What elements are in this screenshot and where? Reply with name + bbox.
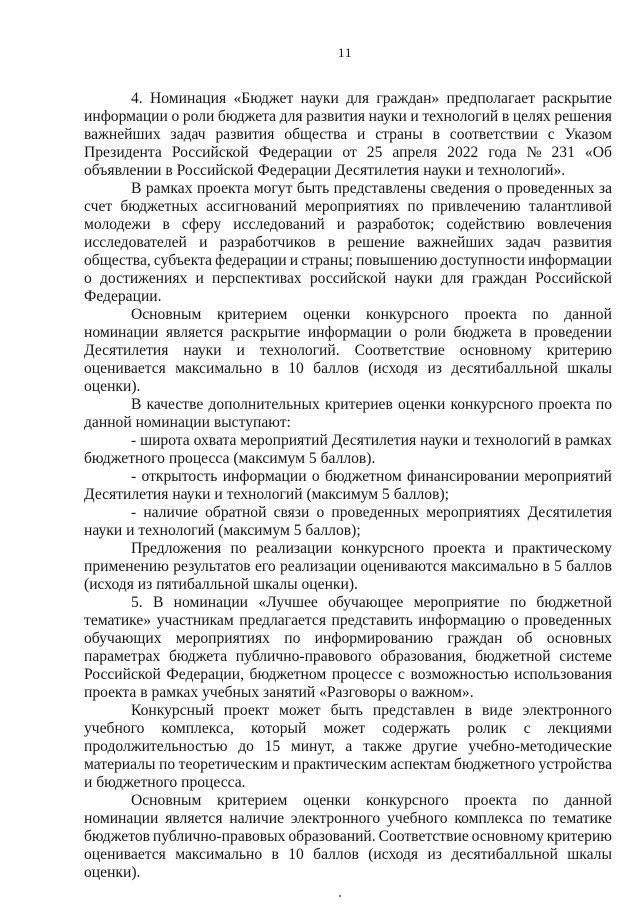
text-line: (исходя из пятибалльной шкалы оценки). xyxy=(84,576,358,593)
text-line: оценивается максимально в 10 баллов (исходя из десятибалльной шкалы xyxy=(84,360,612,377)
page-number: 11 xyxy=(338,45,353,60)
text-line: бюджетного процесса (максимум 5 баллов). xyxy=(84,450,376,467)
text-line: - открытость информации о бюджетном финансировании мероприятий xyxy=(131,468,612,485)
text-line: тематике» участникам предлагается представить информацию о проведенных xyxy=(84,612,612,629)
text-line: общества, субъекта федерации и страны; повышению доступности информации xyxy=(84,252,612,269)
text-line: Федерации. xyxy=(84,288,162,305)
text-line: и бюджетного процесса. xyxy=(84,774,246,791)
text-line: Конкурсный проект может быть представлен в виде электронного xyxy=(131,702,612,719)
text-line: В рамках проекта могут быть представлены сведения о проведенных за xyxy=(131,180,612,197)
text-line: молодежи в сферу исследований и разработок; содействию вовлечения xyxy=(84,216,612,233)
text-line: - наличие обратной связи о проведенных мероприятиях Десятилетия xyxy=(131,504,612,521)
text-line: оценивается максимально в 10 баллов (исходя из десятибалльной шкалы xyxy=(84,846,612,863)
text-line: продолжительностью до 15 минут, а также другие учебно-методические xyxy=(84,738,612,755)
text-line: Предложения по реализации конкурсного проекта и практическому xyxy=(131,540,612,557)
text-line: науки и технологий (максимум 5 баллов); xyxy=(84,522,361,539)
text-line: Основным критерием оценки конкурсного проекта по данной xyxy=(131,306,612,323)
text-line: Президента Российской Федерации от 25 апреля 2022 года № 231 «Об xyxy=(84,144,612,161)
scan-speck xyxy=(339,895,341,897)
text-line: 5. В номинации «Лучшее обучающее мероприятие по бюджетной xyxy=(131,594,612,611)
text-line: важнейших задач развития общества и страны в соответствии с Указом xyxy=(84,126,612,143)
text-line: номинации является раскрытие информации о роли бюджета в проведении xyxy=(84,324,612,341)
text-line: Российской Федерации, бюджетном процессе с возможностью использования xyxy=(84,666,612,683)
text-line: проекта в рамках учебных занятий «Разговоры о важном». xyxy=(84,684,474,701)
text-line: оценки). xyxy=(84,378,141,395)
text-line: о достижениях и перспективах российской науки для граждан Российской xyxy=(84,270,612,287)
text-line: счет бюджетных ассигнований мероприятиях по привлечению талантливой xyxy=(84,198,612,215)
text-line: информации о роли бюджета для развития науки и технологий в целях решения xyxy=(84,108,612,125)
text-line: - широта охвата мероприятий Десятилетия науки и технологий в рамках xyxy=(131,432,612,449)
text-line: бюджетов публично-правовых образований. Соответствие основному критерию xyxy=(84,828,612,845)
text-line: объявлении в Российской Федерации Десятилетия науки и технологий». xyxy=(84,162,566,179)
text-line: оценки). xyxy=(84,864,141,881)
text-line: применению результатов его реализации оцениваются максимально в 5 баллов xyxy=(84,558,612,575)
text-line: параметрах бюджета публично-правового образования, бюджетной системе xyxy=(84,648,612,665)
text-line: обучающих мероприятиях по информированию граждан об основных xyxy=(84,630,612,647)
text-line: В качестве дополнительных критериев оценки конкурсного проекта по xyxy=(131,396,612,413)
text-line: материалы по теоретическим и практическим аспектам бюджетного устройства xyxy=(84,756,612,773)
text-line: исследователей и разработчиков в решение важнейших задач развития xyxy=(84,234,612,251)
text-line: Основным критерием оценки конкурсного проекта по данной xyxy=(131,792,612,809)
text-line: Десятилетия науки и технологий (максимум 5 баллов); xyxy=(84,486,449,503)
text-line: Десятилетия науки и технологий. Соответствие основному критерию xyxy=(84,342,612,359)
text-line: данной номинации выступают: xyxy=(84,414,291,431)
text-line: номинации является наличие электронного учебного комплекса по тематике xyxy=(84,810,612,827)
text-line: учебного комплекса, который может содержать ролик с лекциями xyxy=(84,720,612,737)
text-line: 4. Номинация «Бюджет науки для граждан» предполагает раскрытие xyxy=(131,90,612,107)
